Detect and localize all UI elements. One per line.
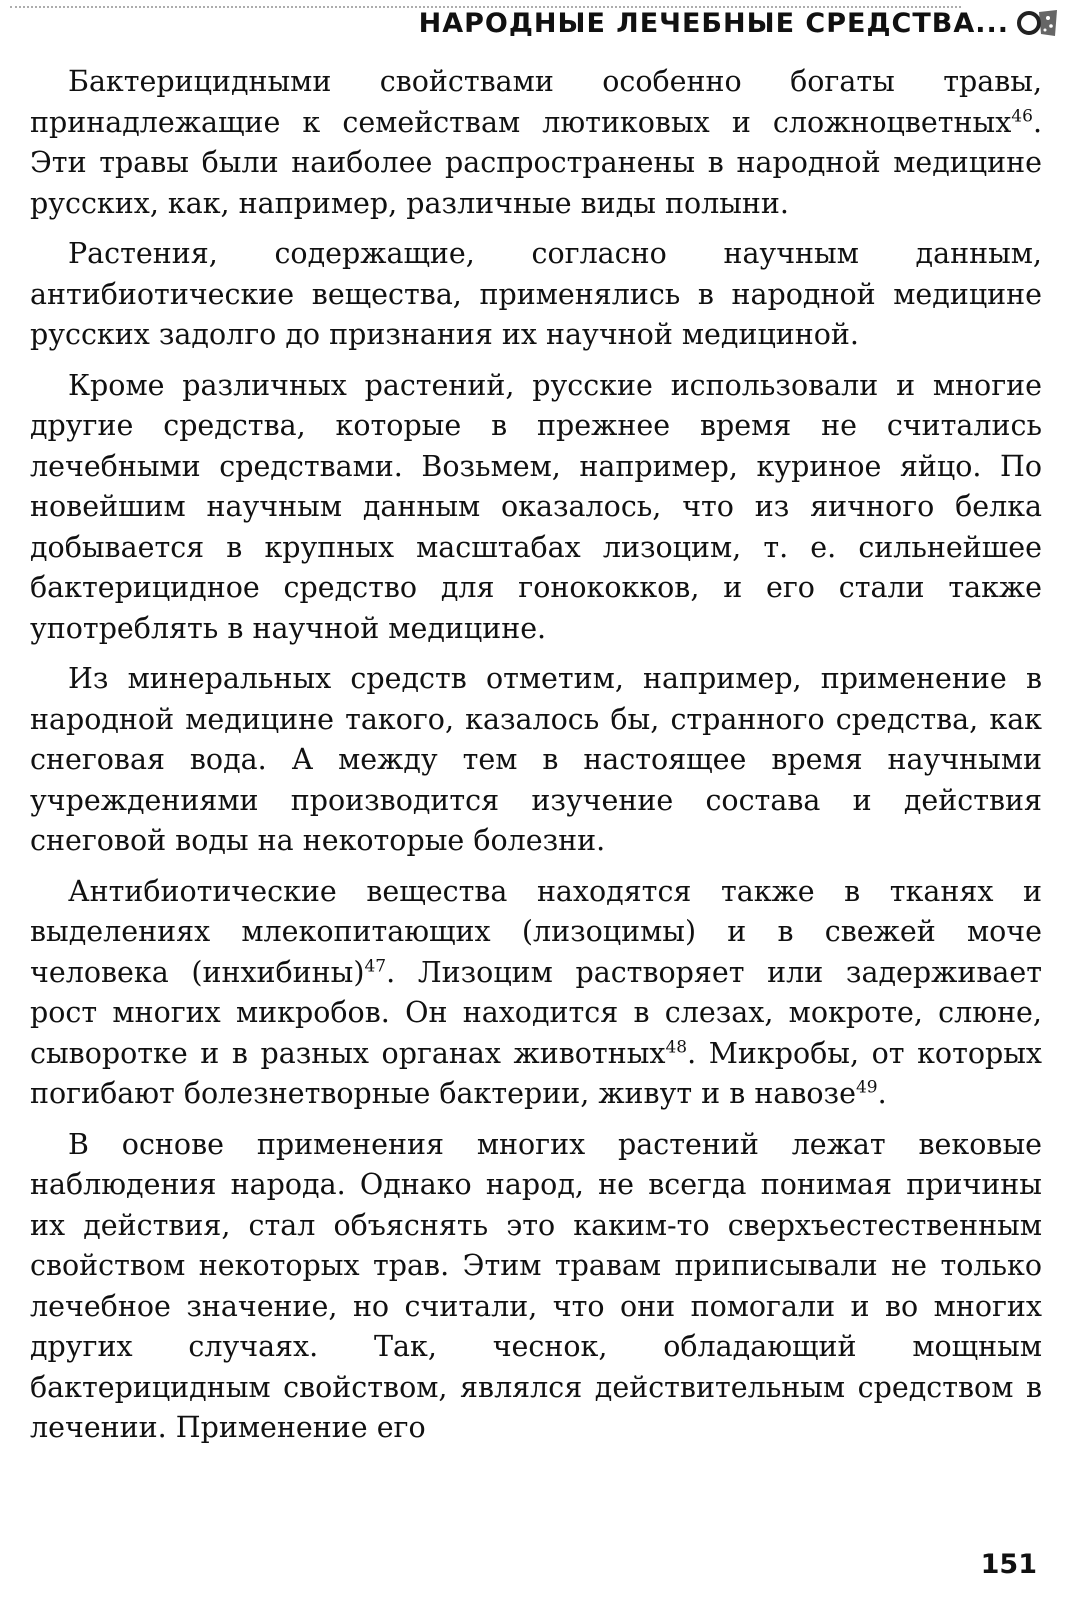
paragraph-text: Из минеральных средств отметим, например, применение в народной медицине такого, казалось бы, странного средства, как снеговая вода. А между тем в настоящее время научными учреждениями производится изучение состава и действия снеговой воды на некоторые болезни. [30, 662, 1042, 857]
running-header-title: НАРОДНЫЕ ЛЕЧЕБНЫЕ СРЕДСТВА... [418, 8, 1009, 39]
decorative-ornament-icon [1015, 6, 1059, 40]
paragraph [30, 234, 1042, 356]
paragraph [30, 366, 1042, 650]
page-number: 151 [980, 1549, 1037, 1580]
body-text [30, 62, 1042, 1459]
paragraph-text: В основе применения многих растений лежат вековые наблюдения народа. Однако народ, не всегда понимая причины их действия, стал объяснять это каким-то сверхъестественным свойством некоторых трав. Этим травам приписывали не только лечебное значение, но считали, что они помогали и во многих других случаях. Так, чеснок, обладающий мощным бактерицидным свойством, являлся действительным средством в лечении. Применение его [30, 1127, 1042, 1444]
paragraph-text: Бактерицидными свойствами особенно богаты травы, принадлежащие к семействам лютиковых и сложноцветных [30, 65, 1042, 139]
paragraph-text: . [877, 1077, 887, 1110]
footnote-marker: 48 [665, 1037, 688, 1057]
footnote-marker: 46 [1011, 106, 1033, 126]
running-header [0, 2, 1071, 46]
footnote-marker: 47 [364, 956, 387, 976]
paragraph-text: Кроме различных растений, русские использовали и многие другие средства, которые в прежнее время не считались лечебными средствами. Возьмем, например, куриное яйцо. По новейшим научным данным оказалось, что из яичного белка добывается в крупных масштабах лизоцим, т. е. сильнейшее бактерицидное средство для гонококков, и его стали также употреблять в научной медицине. [30, 368, 1042, 645]
paragraph-text: . Микробы, от которых погибают болезнетворные бактерии, живут и в навозе [30, 1036, 1043, 1110]
footnote-marker: 49 [855, 1077, 878, 1098]
paragraph [30, 62, 1042, 224]
paragraph [30, 659, 1042, 862]
paragraph [30, 1125, 1042, 1449]
paragraph-text: . Лизоцим растворяет или задерживает рост многих микробов. Он находится в слезах, мокроте, слюне, сыворотке и в разных органах животных [30, 955, 1042, 1070]
paragraph [30, 872, 1042, 1115]
paragraph-text: Антибиотические вещества находятся также в тканях и выделениях млекопитающих (лизоцимы) и в свежей моче человека (инхибины) [30, 874, 1042, 989]
paragraph-text: . Эти травы были наиболее распространены в народной медицине русских, как, например, различные виды полыни. [30, 105, 1042, 220]
paragraph-text: Растения, содержащие, согласно научным данным, антибиотические вещества, применялись в народной медицине русских задолго до признания их научной медициной. [30, 237, 1042, 351]
